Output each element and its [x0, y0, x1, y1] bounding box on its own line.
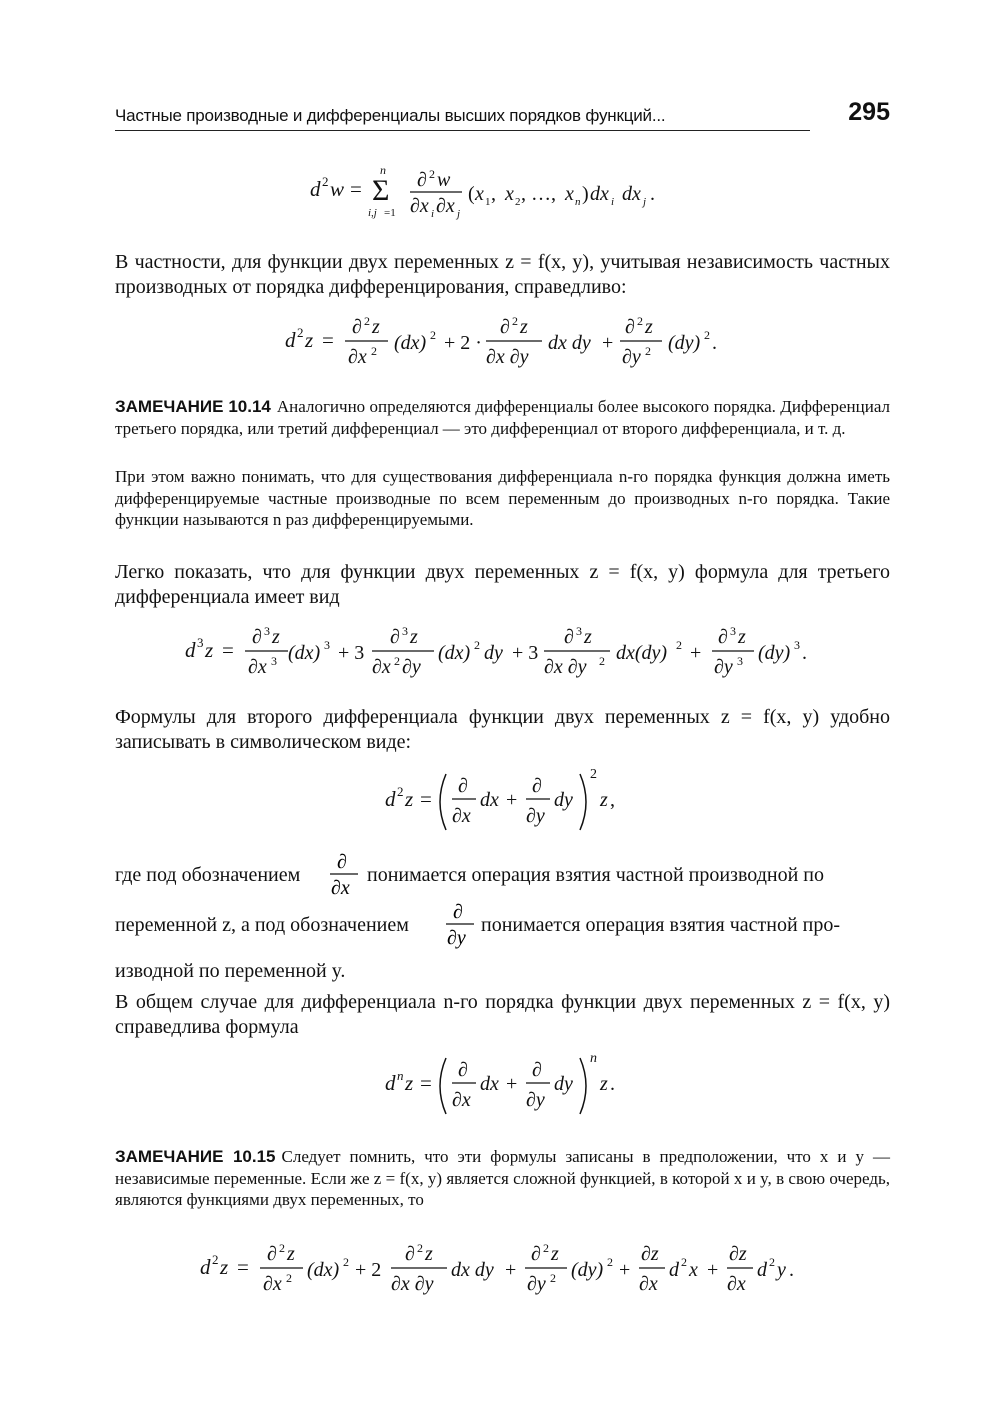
svg-text:dx: dx: [480, 789, 499, 811]
svg-text:dx: dx: [480, 1073, 499, 1095]
svg-text:∂: ∂: [625, 316, 635, 338]
svg-text:i,j: i,j: [368, 207, 377, 219]
note-10-15: [115, 1146, 890, 1211]
svg-text:2: 2: [430, 328, 436, 342]
svg-text:.: .: [789, 1259, 794, 1281]
svg-text:∂y: ∂y: [526, 1089, 545, 1111]
svg-text:w: w: [437, 169, 451, 191]
svg-text:∂y: ∂y: [622, 346, 641, 368]
running-header-title: Частные производные и дифференциалы высших порядков функций...: [115, 106, 666, 125]
page-number: 295: [848, 98, 890, 126]
svg-text:2: 2: [515, 196, 521, 208]
svg-text:3: 3: [576, 624, 582, 638]
svg-text:+: +: [506, 1073, 518, 1095]
paragraph-notation: [115, 851, 890, 982]
svg-text:∂y: ∂y: [714, 656, 733, 678]
svg-text:z: z: [205, 638, 214, 662]
svg-text:(dx): (dx): [307, 1259, 340, 1281]
svg-text:+: +: [707, 1259, 719, 1281]
svg-text:∂: ∂: [352, 316, 362, 338]
paragraph-nth-order: В общем случае для дифференциала n-го порядка функции двух переменных z = f(x, y) справедлива формула: [115, 991, 890, 1038]
svg-text:x: x: [505, 183, 514, 205]
svg-text:∂: ∂: [267, 1243, 277, 1265]
svg-text:∂x ∂y: ∂x ∂y: [391, 1273, 434, 1295]
svg-text:d: d: [757, 1259, 767, 1281]
svg-text:+: +: [505, 1259, 517, 1281]
svg-text:z: z: [405, 1071, 414, 1095]
svg-text:3: 3: [794, 638, 800, 652]
svg-text:+ 2: + 2: [355, 1259, 382, 1281]
svg-text:=: =: [222, 638, 234, 662]
notation-text-d: понимается операция взятия частной про-: [481, 914, 841, 936]
svg-text:dx: dx: [622, 183, 641, 205]
svg-text:z: z: [600, 1073, 608, 1095]
svg-text:d: d: [200, 1255, 211, 1279]
svg-text:dx: dx: [590, 183, 609, 205]
svg-text:Σ: Σ: [372, 174, 390, 207]
svg-text:2: 2: [286, 1271, 292, 1285]
svg-text:1: 1: [485, 196, 491, 208]
svg-text:∂: ∂: [532, 1059, 542, 1081]
svg-text:(dx): (dx): [438, 642, 471, 664]
svg-text:+ 3: + 3: [512, 642, 539, 664]
svg-text:2: 2: [607, 1255, 613, 1269]
svg-text:d: d: [669, 1259, 679, 1281]
svg-text:(dy): (dy): [571, 1259, 604, 1281]
svg-text:2: 2: [645, 344, 651, 358]
note-label: ЗАМЕЧАНИЕ 10.15: [115, 1147, 276, 1166]
svg-text:∂: ∂: [337, 851, 347, 873]
formula-d2z: [280, 305, 740, 380]
svg-text:∂: ∂: [531, 1243, 541, 1265]
paragraph-symbolic-form: Формулы для второго дифференциала функции двух переменных z = f(x, y) удобно записывать в символическом виде:: [115, 706, 890, 753]
svg-text:z: z: [425, 1243, 433, 1265]
svg-text:2: 2: [343, 1255, 349, 1269]
svg-text:3: 3: [737, 654, 743, 668]
svg-text:dx(dy): dx(dy): [616, 642, 668, 664]
svg-text:d: d: [385, 787, 396, 811]
svg-text:∂x: ∂x: [248, 656, 267, 678]
svg-text:i: i: [431, 208, 435, 220]
svg-text:=: =: [420, 787, 432, 811]
svg-text:.: .: [712, 332, 717, 354]
svg-text:z: z: [372, 316, 380, 338]
paragraph-third-differential: Легко показать, что для функции двух переменных z = f(x, y) формула для третьего дифференциала имеет вид: [115, 561, 890, 608]
svg-text:2: 2: [590, 767, 597, 782]
svg-text:∂x: ∂x: [410, 195, 429, 217]
svg-text:+: +: [619, 1259, 631, 1281]
svg-text:∂x: ∂x: [372, 656, 391, 678]
svg-text:∂x: ∂x: [727, 1273, 746, 1295]
svg-text:(dy): (dy): [758, 642, 791, 664]
svg-text:∂y: ∂y: [526, 805, 545, 827]
svg-text:∂: ∂: [417, 169, 427, 191]
svg-text:∂: ∂: [718, 626, 728, 648]
svg-text:∂z: ∂z: [729, 1243, 747, 1265]
svg-text:∂x: ∂x: [452, 805, 471, 827]
svg-text:∂: ∂: [458, 775, 468, 797]
svg-text:z: z: [305, 328, 314, 352]
svg-text:,: ,: [610, 789, 615, 811]
svg-text:3: 3: [402, 624, 408, 638]
svg-text:(: (: [468, 183, 475, 205]
note-10-14-continued: При этом важно понимать, что для существования дифференциала n-го порядка функция должна иметь дифференцируемые частные производные по всем переменным до производных n-го порядка. Такие функции называются n раз дифференцируемыми.: [115, 467, 890, 529]
svg-text:3: 3: [197, 635, 204, 650]
svg-text:d: d: [185, 638, 196, 662]
svg-text:∂: ∂: [252, 626, 262, 648]
svg-text:∂: ∂: [564, 626, 574, 648]
svg-text:3: 3: [324, 638, 330, 652]
svg-text:w: w: [330, 177, 345, 201]
notation-text-e: изводной по переменной y.: [115, 960, 346, 982]
svg-text:2: 2: [322, 174, 329, 189]
note-text: Следует помнить, что эти формулы записаны в предположении, что x и y — независимые переменные. Если же z = f(x, y) является сложной функцией, в которой x и y, в свою очередь, являются функциями двух переменных, то: [115, 1147, 890, 1209]
svg-text:z: z: [220, 1255, 229, 1279]
notation-text-b: понимается операция взятия частной производной по: [367, 864, 824, 886]
svg-text:=: =: [420, 1071, 432, 1095]
svg-text:d: d: [310, 177, 321, 201]
svg-text:+ 2 ·: + 2 ·: [444, 332, 482, 354]
svg-text:2: 2: [397, 784, 404, 799]
svg-text:dx dy: dx dy: [451, 1259, 494, 1281]
svg-text:∂x ∂y: ∂x ∂y: [544, 656, 587, 678]
svg-text:=: =: [350, 177, 362, 201]
svg-text:y: y: [777, 1259, 786, 1281]
svg-text:x: x: [475, 183, 484, 205]
formula-d2w: [300, 160, 720, 235]
svg-text:∂: ∂: [453, 901, 463, 923]
svg-text:2: 2: [769, 1255, 775, 1269]
svg-text:+: +: [690, 642, 702, 664]
formula-d2z-symbolic: [380, 762, 640, 845]
svg-text:2: 2: [599, 654, 605, 668]
svg-text:(dx): (dx): [288, 642, 321, 664]
svg-text:.: .: [650, 183, 655, 205]
svg-text:3: 3: [264, 624, 270, 638]
svg-text:dy: dy: [554, 789, 573, 811]
svg-text:∂x: ∂x: [331, 877, 350, 899]
svg-text:∂y: ∂y: [402, 656, 421, 678]
svg-text:n: n: [590, 1051, 597, 1066]
svg-text:dy: dy: [554, 1073, 573, 1095]
svg-text:z: z: [272, 626, 280, 648]
svg-text:j: j: [457, 208, 461, 220]
svg-text:x: x: [565, 183, 574, 205]
svg-text:2: 2: [417, 1241, 423, 1255]
svg-text:d: d: [285, 328, 296, 352]
svg-text:): ): [582, 183, 589, 205]
svg-text:, …,: , …,: [521, 183, 556, 205]
svg-text:,: ,: [491, 183, 496, 205]
svg-text:.: .: [610, 1073, 615, 1095]
note-text: Аналогично определяются дифференциалы более высокого порядка. Дифференциал третьего порядка, или третий дифференциал — это дифференциал от второго дифференциала, и т. д.: [115, 397, 890, 438]
fraction-d-dy: [443, 898, 477, 950]
svg-text:+: +: [602, 332, 614, 354]
svg-text:3: 3: [730, 624, 736, 638]
svg-text:∂y: ∂y: [527, 1273, 546, 1295]
svg-text:(dy): (dy): [668, 332, 701, 354]
svg-text:n: n: [575, 196, 581, 208]
running-header: [115, 100, 890, 132]
svg-text:∂x ∂y: ∂x ∂y: [486, 346, 529, 368]
svg-text:∂: ∂: [458, 1059, 468, 1081]
svg-text:2: 2: [637, 314, 643, 328]
notation-text-c: переменной z, а под обозначением: [115, 914, 409, 936]
svg-text:2: 2: [676, 638, 682, 652]
svg-text:z: z: [738, 626, 746, 648]
svg-text:2: 2: [279, 1241, 285, 1255]
svg-text:2: 2: [371, 344, 377, 358]
svg-text:j: j: [643, 196, 647, 208]
formula-d2z-composite: [195, 1232, 825, 1312]
note-10-14: [115, 396, 890, 439]
svg-text:2: 2: [474, 638, 480, 652]
svg-text:2: 2: [364, 314, 370, 328]
svg-text:n: n: [380, 163, 386, 177]
svg-text:3: 3: [271, 654, 277, 668]
svg-text:2: 2: [212, 1252, 219, 1267]
svg-text:∂: ∂: [390, 626, 400, 648]
svg-text:∂y: ∂y: [447, 927, 466, 949]
svg-text:z: z: [405, 787, 414, 811]
svg-text:i: i: [611, 196, 615, 208]
svg-text:∂x: ∂x: [263, 1273, 282, 1295]
svg-text:∂: ∂: [500, 316, 510, 338]
svg-text:.: .: [802, 642, 807, 664]
svg-text:=: =: [322, 328, 334, 352]
header-rule: [115, 130, 810, 131]
svg-text:z: z: [600, 789, 608, 811]
formula-dnz-symbolic: [380, 1046, 640, 1129]
svg-text:d: d: [385, 1071, 396, 1095]
svg-text:2: 2: [429, 167, 435, 181]
notation-text-a: где под обозначением: [115, 864, 301, 886]
note-label: ЗАМЕЧАНИЕ 10.14: [115, 397, 271, 416]
svg-text:dx dy: dx dy: [548, 332, 591, 354]
svg-text:2: 2: [543, 1241, 549, 1255]
svg-text:2: 2: [297, 325, 304, 340]
svg-text:∂x: ∂x: [348, 346, 367, 368]
svg-text:z: z: [584, 626, 592, 648]
svg-text:z: z: [410, 626, 418, 648]
paragraph-two-variables: В частности, для функции двух переменных z = f(x, y), учитывая независимость частных производных от порядка дифференцирования, справедливо:: [115, 251, 890, 298]
svg-text:2: 2: [681, 1255, 687, 1269]
svg-text:2: 2: [704, 328, 710, 342]
svg-text:∂: ∂: [405, 1243, 415, 1265]
svg-text:+: +: [506, 789, 518, 811]
svg-text:=: =: [237, 1255, 249, 1279]
svg-text:z: z: [551, 1243, 559, 1265]
svg-text:n: n: [397, 1068, 404, 1083]
svg-text:∂z: ∂z: [641, 1243, 659, 1265]
formula-d3z: [180, 615, 840, 695]
svg-text:z: z: [520, 316, 528, 338]
svg-text:(dx): (dx): [394, 332, 427, 354]
svg-text:x: x: [689, 1259, 698, 1281]
svg-text:∂x: ∂x: [639, 1273, 658, 1295]
svg-text:2: 2: [512, 314, 518, 328]
svg-text:∂x: ∂x: [452, 1089, 471, 1111]
fraction-d-dx: [327, 848, 361, 900]
svg-text:z: z: [287, 1243, 295, 1265]
svg-text:2: 2: [550, 1271, 556, 1285]
svg-text:=1: =1: [384, 207, 396, 219]
svg-text:2: 2: [394, 654, 400, 668]
svg-text:z: z: [645, 316, 653, 338]
svg-text:dy: dy: [484, 642, 503, 664]
svg-text:∂: ∂: [532, 775, 542, 797]
svg-text:+ 3: + 3: [338, 642, 365, 664]
svg-text:∂x: ∂x: [436, 195, 455, 217]
